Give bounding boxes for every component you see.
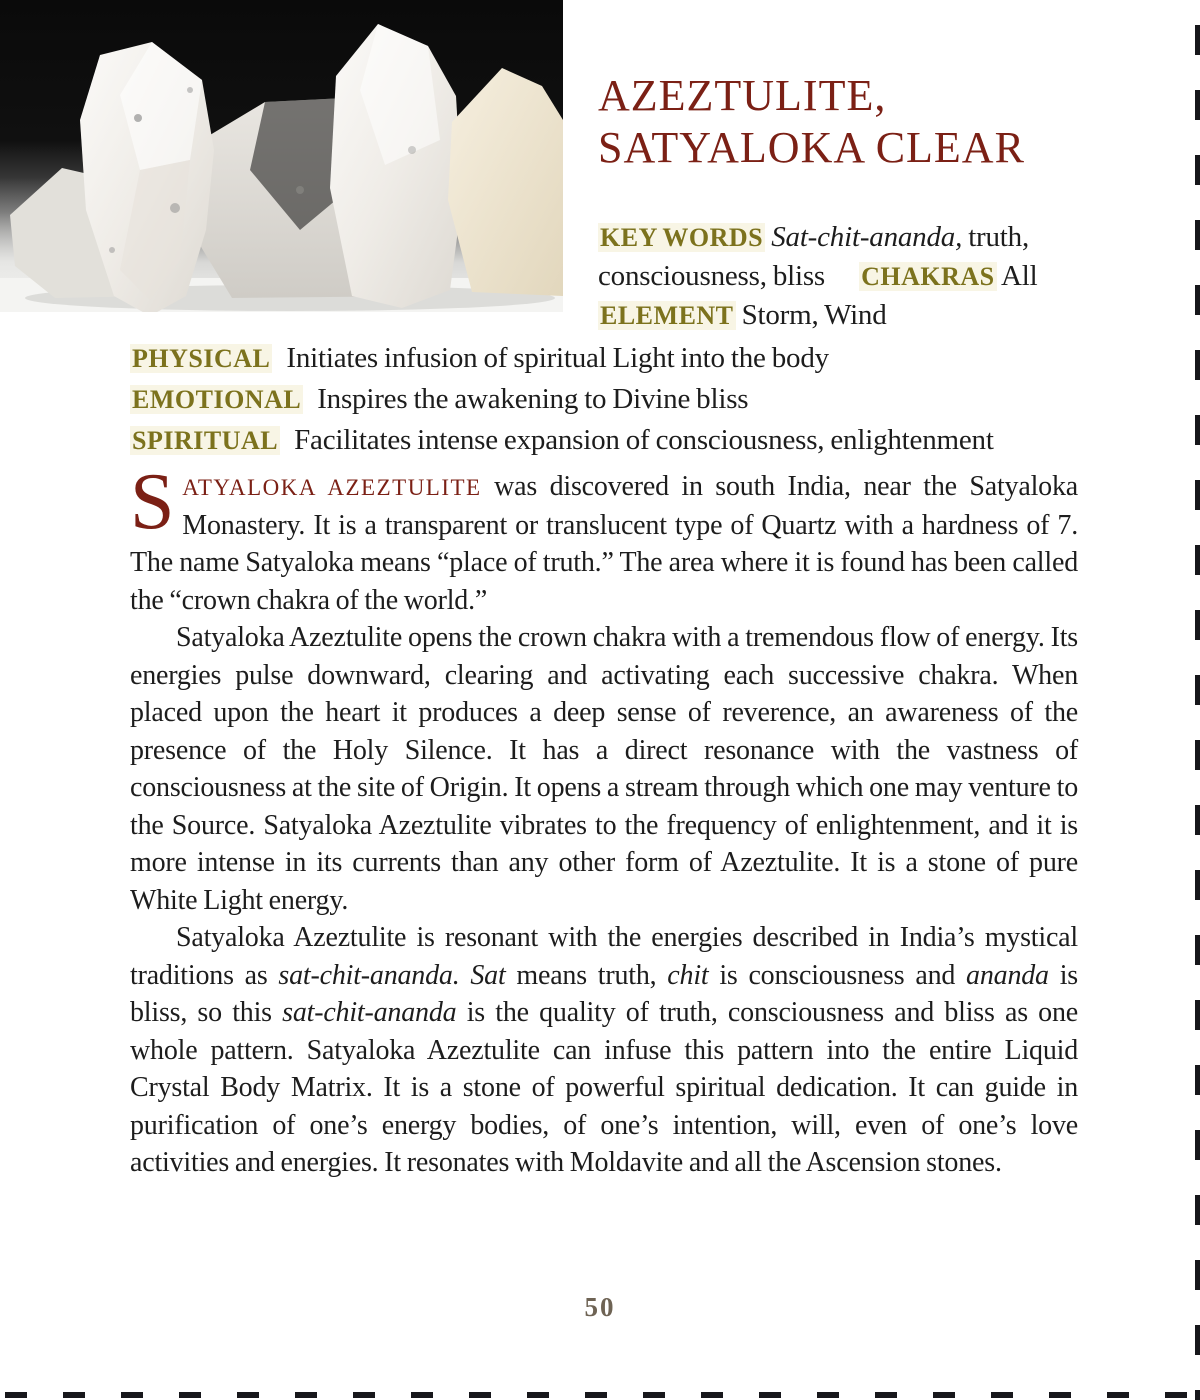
body-paragraph-2 — [130, 619, 1078, 919]
keywords-section — [598, 218, 1090, 335]
page-number: 50 — [584, 1292, 616, 1322]
page-title: AZEZTULITE, SATYALOKA CLEAR — [598, 71, 1025, 172]
attribute-row-physical — [130, 338, 1080, 379]
lead-smallcaps: ATYALOKA AZEZTULITE — [182, 475, 482, 500]
text-run: is the quality of truth, consciousness and bliss as one whole pattern. Satyaloka Azeztulite can infuse this pattern into the entire Liquid Crystal Body Matrix. It is a stone of powerful spiritual dedication. It can guide in purification of one’s energy bodies, of one’s intention, will, even of one’s love activities and energies. It resonates with Moldavite and all the Ascension stones. — [130, 997, 1078, 1178]
body-paragraph-1 — [130, 458, 1078, 619]
drop-cap: S — [130, 458, 175, 546]
body-text — [130, 458, 1078, 1182]
element-value: Storm, Wind — [741, 299, 887, 331]
text-run: is consciousness and — [708, 959, 967, 991]
italic-run: sat-chit-ananda — [282, 997, 457, 1028]
text-run: is bliss, so this — [130, 959, 1078, 1028]
paragraph-1-text: was discovered in south India, near the Satyaloka Monastery. It is a transparent or translucent type of Quartz with a hardness of 7. The name Satyaloka means “place of truth.” The area where it is found has been called the “crown chakra of the world.” — [130, 471, 1078, 616]
bottom-edge-marks — [0, 1392, 1200, 1398]
italic-run: chit — [667, 959, 709, 991]
attributes-section — [130, 338, 1080, 461]
italic-run: ananda — [966, 959, 1049, 991]
header-column — [598, 70, 1090, 335]
key-words-label: KEY WORDS — [600, 223, 764, 252]
chakras-value: All — [1001, 260, 1038, 292]
element-label: ELEMENT — [600, 301, 734, 330]
italic-run: sat-chit-ananda. Sat — [278, 959, 506, 991]
attribute-row-spiritual — [130, 420, 1080, 461]
right-edge-marks — [1195, 0, 1200, 1400]
text-run: means truth, — [505, 959, 668, 991]
emotional-text: Inspires the awakening to Divine bliss — [317, 383, 749, 415]
key-words-value-italic: Sat-chit-ananda, — [771, 221, 963, 253]
chakras-label: CHAKRAS — [861, 262, 995, 291]
paragraph-2-text: Satyaloka Azeztulite opens the crown chakra with a tremendous flow of energy. Its energies pulse downward, clearing and activating each successive chakra. When placed upon the heart it produces a deep sense of reverence, an awareness of the presence of the Holy Silence. It has a direct resonance with the vastness of consciousness at the site of Origin. It opens a stream through which one may venture to the Source. Satyaloka Azeztulite vibrates to the frequency of enlightenment, and it is more intense in its currents than any other form of Azeztulite. It is a stone of pure White Light energy. — [130, 622, 1078, 916]
attribute-row-emotional — [130, 379, 1080, 420]
emotional-label: EMOTIONAL — [132, 385, 302, 414]
element-row — [598, 296, 1090, 335]
crystal-photo — [0, 0, 563, 312]
key-words-value: truth, consciousness, bliss — [598, 221, 1030, 292]
physical-text: Initiates infusion of spiritual Light into the body — [286, 342, 829, 374]
physical-label: PHYSICAL — [132, 344, 271, 373]
body-paragraph-3 — [130, 919, 1078, 1182]
crystal-photo-illustration — [0, 0, 563, 312]
spiritual-text: Facilitates intense expansion of consciousness, enlightenment — [294, 424, 994, 456]
spiritual-label: SPIRITUAL — [132, 426, 279, 455]
text-run: Satyaloka Azeztulite is resonant with the energies described in India’s mystical traditions as — [130, 922, 1078, 991]
